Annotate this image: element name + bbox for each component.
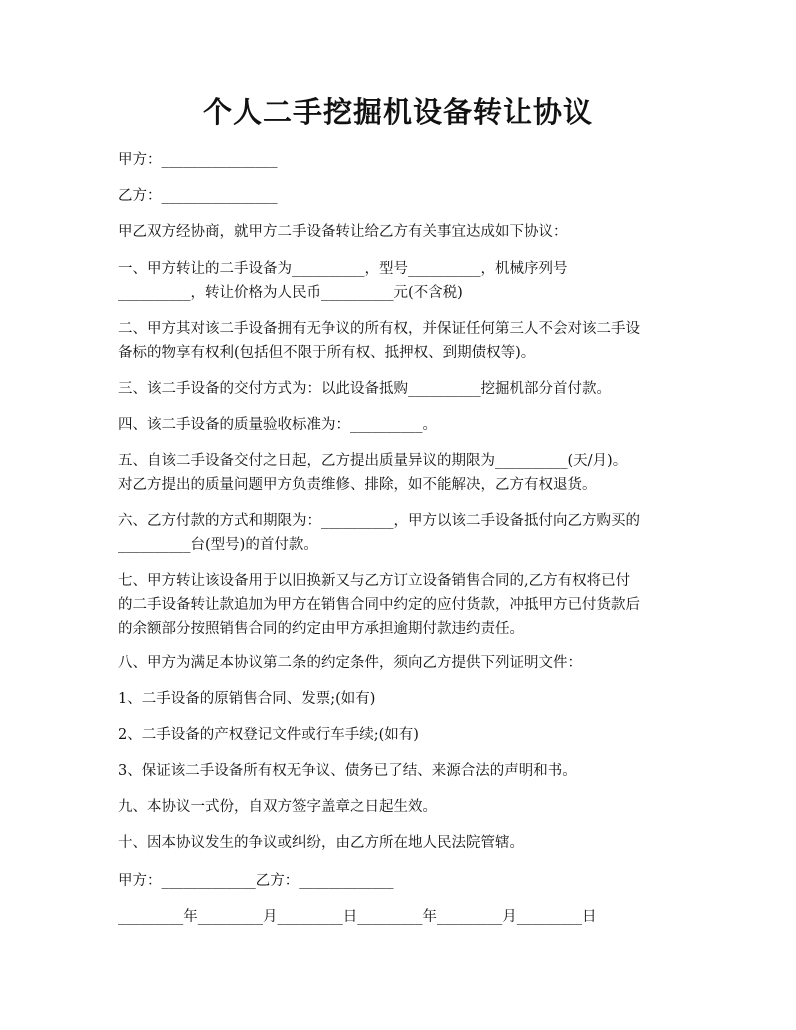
clause-9: 九、本协议一式份，自双方签字盖章之日起生效。	[118, 799, 437, 815]
clause-7-line-3: 的余额部分按照销售合同的约定由甲方承担逾期付款违约责任。	[118, 621, 524, 637]
clause-3: 三、该二手设备的交付方式为：以此设备抵购__________挖掘机部分首付款。	[118, 381, 611, 397]
party-b-line: 乙方：________________	[118, 188, 278, 204]
signature-line: 甲方：_____________乙方：_____________	[118, 873, 394, 889]
document-title: 个人二手挖掘机设备转让协议	[202, 95, 593, 129]
party-a-line: 甲方：________________	[118, 152, 278, 168]
clause-7-line-2: 的二手设备转让款追加为甲方在销售合同中约定的应付货款，冲抵甲方已付货款后	[118, 597, 640, 613]
clause-2-line-1: 二、甲方其对该二手设备拥有无争议的所有权，并保证任何第三人不会对该二手设	[118, 321, 640, 337]
clause-7-line-1: 七、甲方转让该设备用于以旧换新又与乙方订立设备销售合同的,乙方有权将已付	[118, 573, 631, 589]
clause-6-line-2: __________台(型号)的首付款。	[118, 537, 318, 553]
clause-10: 十、因本协议发生的争议或纠纷，由乙方所在地人民法院管辖。	[118, 835, 524, 851]
clause-1-line-1: 一、甲方转让的二手设备为__________，型号__________，机械序列号	[118, 261, 568, 277]
clause-4: 四、该二手设备的质量验收标准为：__________。	[118, 417, 437, 433]
clause-6-line-1: 六、乙方付款的方式和期限为：__________，甲方以该二手设备抵付向乙方购买的	[118, 513, 640, 529]
clause-8-item-2: 2、二手设备的产权登记文件或行车手续;(如有)	[118, 727, 419, 743]
clause-2-line-2: 备标的物享有权利(包括但不限于所有权、抵押权、到期债权等)。	[118, 345, 536, 361]
clause-8-item-3: 3、保证该二手设备所有权无争议、债务已了结、来源合法的声明和书。	[118, 763, 577, 779]
date-line: _________年_________月_________日_________年_________月_________日	[118, 909, 597, 925]
clause-8-item-1: 1、二手设备的原销售合同、发票;(如有)	[118, 691, 376, 707]
clause-1-line-2: __________，转让价格为人民币__________元(不含税)	[118, 285, 463, 301]
clause-5-line-2: 对乙方提出的质量问题甲方负责维修、排除，如不能解决，乙方有权退货。	[118, 477, 597, 493]
clause-8: 八、甲方为满足本协议第二条的约定条件，须向乙方提供下列证明文件：	[118, 655, 582, 671]
clause-5-line-1: 五、自该二手设备交付之日起，乙方提出质量异议的期限为__________(天/月)。	[118, 453, 628, 469]
preamble: 甲乙双方经协商，就甲方二手设备转让给乙方有关事宜达成如下协议：	[118, 224, 568, 240]
